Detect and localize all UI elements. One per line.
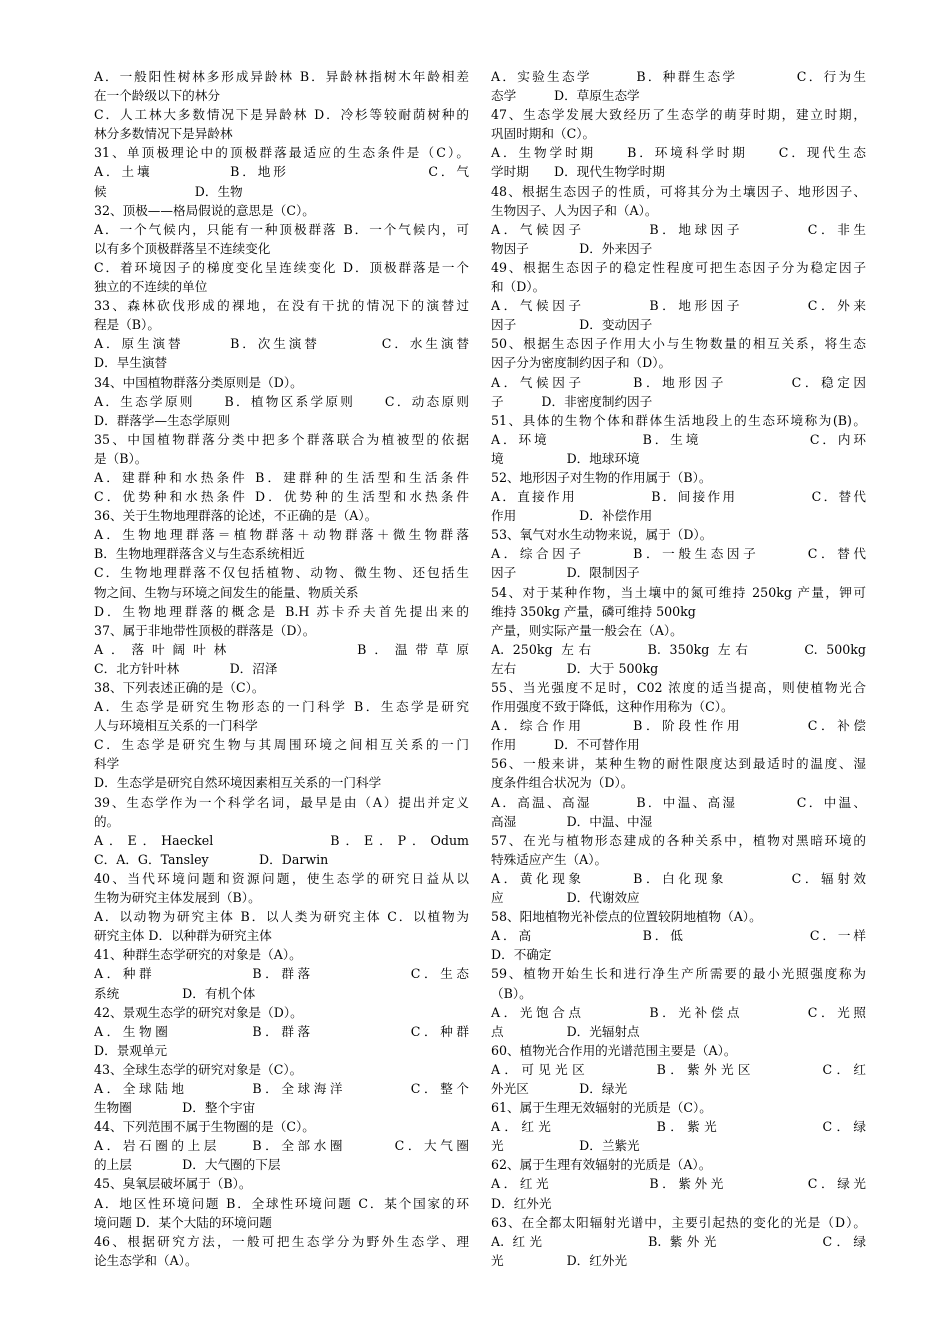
text-line: A．环境 B．生境 C．内环	[491, 431, 866, 447]
text-line: 56、一般来讲，某种生物的耐性限度达到最适时的温度、湿	[491, 756, 866, 772]
text-line: 物因子 D．外来因子	[491, 240, 653, 256]
text-line: 59、植物开始生长和进行净生产所需要的最小光照强度称为	[491, 966, 866, 982]
right-column	[491, 67, 866, 1270]
text-line: 47、生态学发展大致经历了生态学的萌芽时期，建立时期，	[491, 107, 866, 123]
text-line: D．生态学是研究自然环境因素相互关系的一门科学	[94, 775, 382, 791]
text-line: 48、根据生态因子的性质，可将其分为土壤因子、地形因子、	[491, 183, 866, 199]
text-line: 44、下列范围不属于生物圈的是（C）。	[94, 1119, 315, 1135]
text-line: A. 红光 B. 紫外光 C．绿	[491, 1233, 866, 1249]
text-line: A．气候因子 B．地形因子 C．外来	[491, 298, 866, 314]
text-line: 和（D）。	[491, 279, 546, 295]
text-line: D．生物地理群落的概念是 B.H 苏卡乔夫首先提出来的	[94, 603, 469, 619]
text-line: A．气候因子 B．地形因子 C．稳定因	[491, 374, 866, 390]
text-line: 科学	[94, 756, 120, 772]
text-line: 候 D．生物	[94, 183, 243, 199]
text-line: 生物因子、人为因子和（A）。	[491, 202, 658, 218]
text-line: 系统 D．有机个体	[94, 985, 256, 1001]
text-line: 子 D．非密度制约因子	[491, 393, 653, 409]
text-line: 54、对于某种作物，当土壤中的氮可维持 250kg 产量，钾可	[491, 584, 866, 600]
text-line: A．生态学原则 B．植物区系学原则 C．动态原则	[94, 393, 469, 409]
text-line: C．人工林大多数情况下是异龄林 D．冷杉等较耐荫树种的	[94, 107, 469, 123]
text-line: 产量，则实际产量一般会在（A）。	[491, 622, 683, 638]
text-line: 62、属于生理有效辐射的光质是（A）。	[491, 1157, 712, 1173]
text-line: A．高温、高湿 B．中温、高湿 C．中温、	[491, 794, 866, 810]
text-line: 53、氧气对水生动物来说，属于（D）。	[491, 527, 713, 543]
text-line: A．一般阳性树林多形成异龄林 B．异龄林指树木年龄相差	[94, 69, 469, 84]
text-line: 高湿 D．中温、中湿	[491, 813, 653, 829]
text-line: C．优势种和水热条件 D．优势种的生活型和水热条件	[94, 489, 469, 505]
text-line: 41、种群生态学研究的对象是（A）。	[94, 947, 302, 963]
text-line: C．北方针叶林 D．沼泽	[94, 660, 278, 676]
text-line: A．实验生态学 B．种群生态学 C．行为生	[491, 69, 866, 84]
text-line: D．旱生演替	[94, 355, 168, 371]
text-line: A．综合因子 B．一般生态因子 C．替代	[491, 546, 866, 562]
text-line: B．生物地理群落含义与生态系统相近	[94, 546, 305, 562]
text-line: 在一个龄级以下的林分	[94, 88, 220, 104]
text-line: D．景观单元	[94, 1042, 168, 1058]
text-line: C．着环境因子的梯度变化呈连续变化 D．顶极群落是一个	[94, 259, 469, 275]
text-line: 51、具体的生物个体和群体生活地段上的生态环境称为(B)。	[491, 412, 866, 428]
text-line: 的上层 D．大气圈的下层	[94, 1157, 281, 1173]
text-line: 以有多个顶极群落呈不连续变化	[94, 240, 271, 256]
text-line: 因子 D．限制因子	[491, 565, 640, 581]
text-line: 33、森林砍伐形成的裸地，在没有干扰的情况下的演替过	[94, 298, 469, 314]
text-line: 57、在光与植物形态建成的各种关系中，植物对黑暗环境的	[491, 832, 866, 848]
text-line: 43、全球生态学的研究对象是（C）。	[94, 1061, 303, 1077]
text-line: 作用 D．不可替作用	[491, 737, 640, 753]
text-line: A．生物学时期 B．环境科学时期 C．现代生态	[491, 145, 866, 161]
text-line: 34、中国植物群落分类原则是（D）。	[94, 374, 303, 390]
text-line: A．可见光区 B．紫外光区 C．红	[491, 1061, 866, 1077]
text-line: 外光区 D．绿光	[491, 1080, 628, 1096]
text-line: A．全球陆地 B．全球海洋 C．整个	[94, 1080, 469, 1096]
text-line: 程是（B）。	[94, 317, 160, 333]
text-line: 36、关于生物地理群落的论述，不正确的是（A）。	[94, 508, 378, 524]
text-line: （B）。	[491, 985, 532, 1001]
text-line: 60、植物光合作用的光谱范围主要是（A）。	[491, 1042, 737, 1058]
text-line: 光 D．红外光	[491, 1252, 628, 1268]
text-line: 学时期 D．现代生物学时期	[491, 164, 665, 180]
text-line: 因子 D．变动因子	[491, 317, 653, 333]
text-line: 特殊适应产生（A）。	[491, 851, 608, 867]
text-line: 生物圈 D．整个宇宙	[94, 1100, 256, 1116]
text-line: D．不确定	[491, 947, 552, 963]
text-line: 巩固时期和（C）。	[491, 126, 596, 142]
text-line: A．E．Haeckel B．E．P．Odum	[94, 832, 469, 848]
text-line: A．直接作用 B．间接作用 C．替代	[491, 489, 866, 505]
text-line: A．一个气候内，只能有一种顶极群落 B．一个气候内，可	[94, 221, 469, 237]
text-line: 50、根据生态因子作用大小与生物数量的相互关系，将生态	[491, 336, 866, 352]
text-line: 40、当代环境问题和资源问题，使生态学的研究日益从以	[94, 870, 469, 886]
text-line: D．红外光	[491, 1195, 552, 1211]
text-line: A．以动物为研究主体 B．以人类为研究主体 C．以植物为	[94, 909, 469, 925]
text-line: 61、属于生理无效辐射的光质是（C）。	[491, 1100, 712, 1116]
text-line: 45、臭氧层破坏属于（B）。	[94, 1176, 252, 1192]
text-line: 维持 350kg 产量，磷可维持 500kg	[491, 603, 696, 619]
text-line: A．红光 B．紫外光 C．绿光	[491, 1176, 866, 1192]
text-line: C．A．G．Tansley D．Darwin	[94, 851, 329, 867]
text-line: A．落叶阔叶林 B．温带草原	[94, 641, 469, 657]
text-line: A．红光 B．紫光 C．绿	[491, 1119, 866, 1135]
text-line: 应 D．代谢效应	[491, 890, 640, 906]
text-line: A．生物地理群落＝植物群落＋动物群落＋微生物群落	[94, 527, 469, 543]
text-line: 因子分为密度制约因子和（D）。	[491, 355, 672, 371]
text-line: 态学 D．草原生态学	[491, 88, 640, 104]
text-line: 研究主体 D．以种群为研究主体	[94, 928, 272, 944]
text-line: 37、属于非地带性顶极的群落是（D）。	[94, 622, 316, 638]
text-line: 42、景观生态学的研究对象是（D）。	[94, 1004, 303, 1020]
text-line: 境问题 D．某个大陆的环境问题	[94, 1214, 272, 1230]
text-line: A. 250kg 左右 B. 350kg 左右 C. 500kg	[491, 641, 866, 657]
text-line: A．原生演替 B．次生演替 C．水生演替	[94, 336, 469, 352]
text-line: 人与环境相互关系的一门科学	[94, 718, 258, 734]
text-line: 32、顶极——格局假说的意思是（C）。	[94, 202, 315, 218]
text-line: 生物为研究主体发展到（B）。	[94, 890, 261, 906]
text-line: A．光饱合点 B．光补偿点 C．光照	[491, 1004, 866, 1020]
text-line: A．土壤 B．地形 C．气	[94, 164, 469, 180]
text-line: 度条件组合状况为（D）。	[491, 775, 634, 791]
text-line: 光 D．兰紫光	[491, 1138, 640, 1154]
text-line: A．岩石圈的上层 B．全部水圈 C．大气圈	[94, 1138, 469, 1154]
text-line: 46、根据研究方法，一般可把生态学分为野外生态学、理	[94, 1233, 469, 1249]
text-line: 39、生态学作为一个科学名词，最早是由（A）提出并定义	[94, 794, 469, 810]
text-line: A．生态学是研究生物形态的一门科学 B．生态学是研究	[94, 699, 469, 715]
text-line: 作用 D．补偿作用	[491, 508, 653, 524]
text-line: A．建群种和水热条件 B．建群种的生活型和生活条件	[94, 469, 469, 485]
text-line: 的。	[94, 813, 120, 829]
text-line: 作用强度不致于降低，这种作用称为（C）。	[491, 699, 734, 715]
text-line: 38、下列表述正确的是（C）。	[94, 680, 265, 695]
text-line: 境 D．地球环境	[491, 450, 640, 466]
text-line: 63、在全都太阳辐射光谱中，主要引起热的变化的光是（D）。	[491, 1214, 866, 1230]
text-line: A．黄化现象 B．白化现象 C．辐射效	[491, 870, 866, 886]
text-line: 是（B）。	[94, 450, 148, 466]
text-line: C．生态学是研究生物与其周围环境之间相互关系的一门	[94, 737, 469, 753]
text-line: 49、根据生态因子的稳定性程度可把生态因子分为稳定因子	[491, 259, 866, 275]
text-line: 31、单顶极理论中的顶极群落最适应的生态条件是（C）。	[94, 145, 469, 161]
text-line: A．地区性环境问题 B．全球性环境问题 C．某个国家的环	[94, 1195, 469, 1211]
left-column	[94, 67, 469, 1270]
text-line: 物之间、生物与环境之间发生的能量、物质关系	[94, 584, 359, 600]
text-line: 55、当光强度不足时，C02 浓度的适当提高，则使植物光合	[491, 680, 866, 695]
text-line: 35、中国植物群落分类中把多个群落联合为植被型的依据	[94, 431, 469, 447]
text-line: A．种群 B．群落 C．生态	[94, 966, 469, 982]
text-line: 左右 D．大于 500kg	[491, 660, 659, 676]
text-line: 独立的不连续的单位	[94, 279, 208, 295]
text-line: 论生态学和（A）。	[94, 1252, 198, 1268]
text-line: A．生物圈 B．群落 C．种群	[94, 1023, 469, 1039]
text-line: 林分多数情况下是异龄林	[94, 126, 233, 142]
text-line: 58、阳地植物光补偿点的位置较阴地植物（A）。	[491, 909, 762, 925]
text-line: A．气候因子 B．地球因子 C．非生	[491, 221, 866, 237]
text-line: 52、地形因子对生物的作用属于（B）。	[491, 469, 712, 485]
text-line: C．生物地理群落不仅包括植物、动物、微生物、还包括生	[94, 565, 469, 581]
text-line: D．群落学—生态学原则	[94, 412, 231, 428]
text-line: A．综合作用 B．阶段性作用 C．补偿	[491, 718, 866, 734]
text-line: 点 D．光辐射点	[491, 1023, 640, 1039]
text-line: A．高 B．低 C．一样	[491, 928, 866, 944]
